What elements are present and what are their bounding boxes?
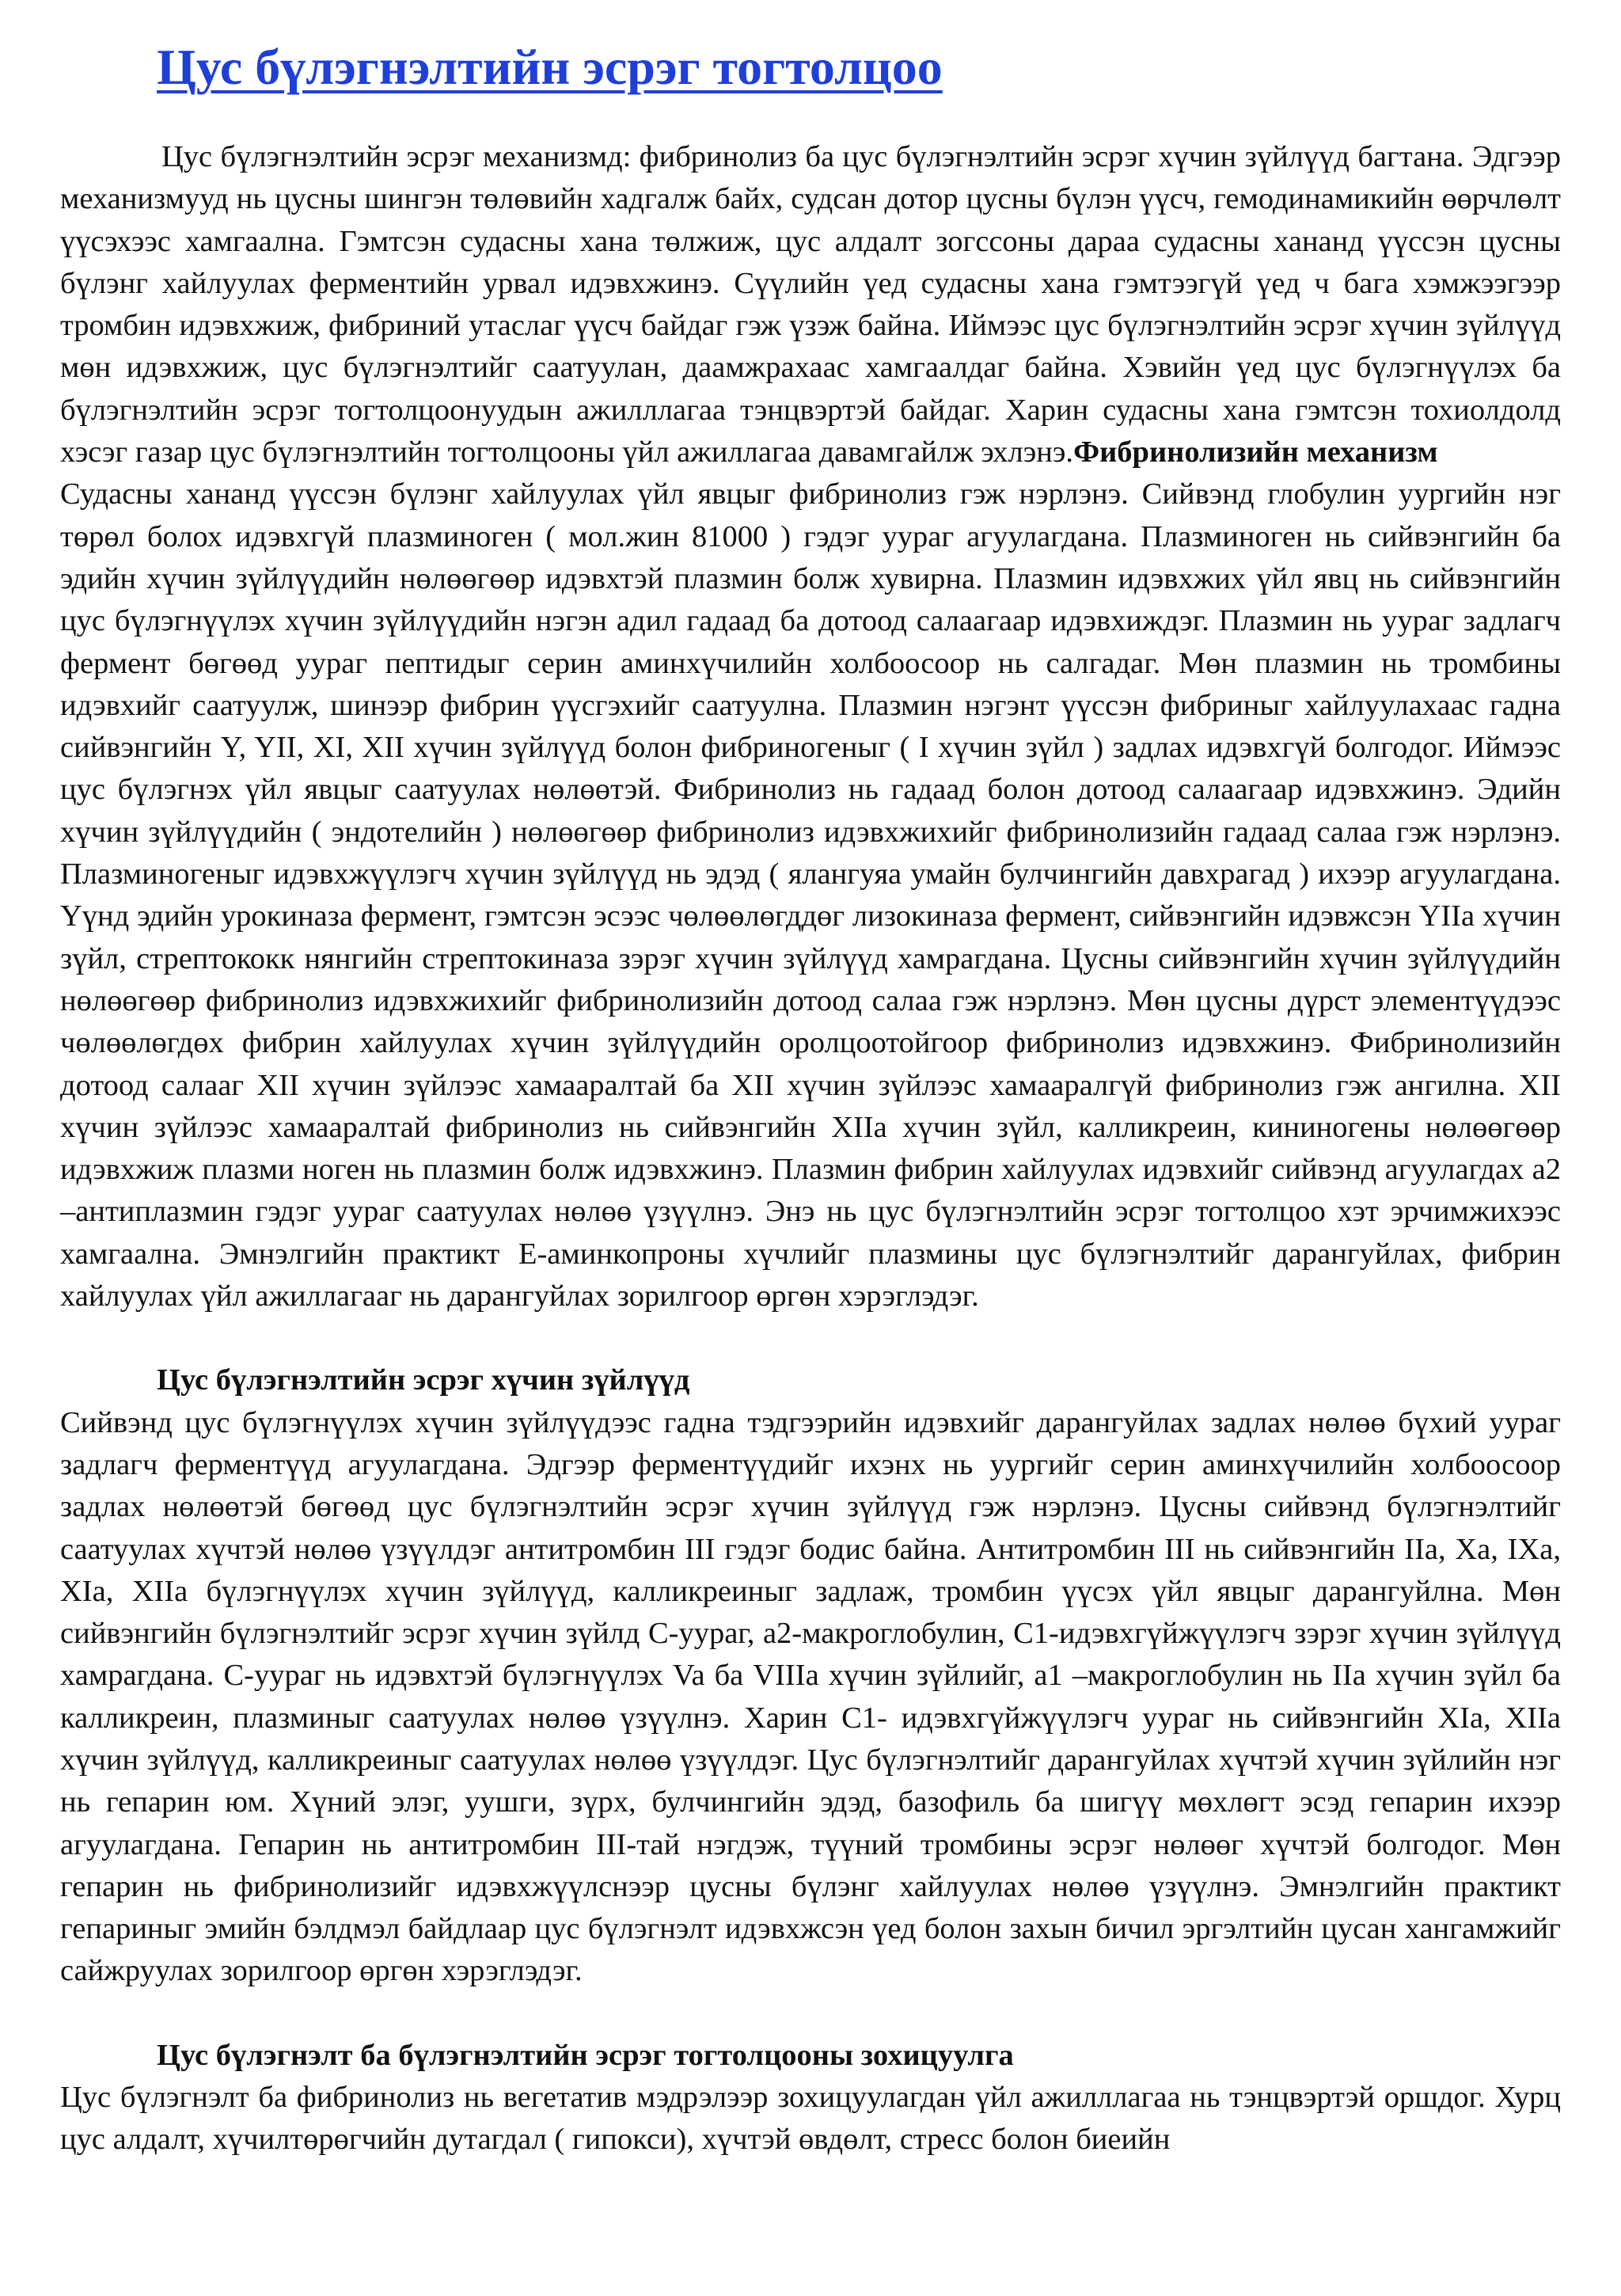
anticoagulant-paragraph: Сийвэнд цус бүлэгнүүлэх хүчин зүйлүүдээс гадна тэдгээрийн идэвхийг дарангуйлах задлах нөлөө бүхий уураг задлагч ферментүүд агуулагдана. Эдгээр ферментүүдийг ихэнх нь уургийг серин аминхүчилийн холбоосоор задлах нөлөөтэй бөгөөд цус бүлэгнэлтийн эсрэг хүчин зүйлүүд гэж нэрлэнэ. Цусны сийвэнд бүлэгнэлтийг саатуулах хүчтэй нөлөө үзүүлдэг антитромбин III гэдэг бодис байна. Антитромбин III нь сийвэнгийн IIa, Xa, IXa, XIa, XIIa бүлэгнүүлэх хүчин зүйлүүд, калликреиныг задлаж, тромбин үүсэх үйл явцыг дарангуйлна. Мөн сийвэнгийн бүлэгнэлтийг эсрэг хүчин зүйлд С-уураг, а2-макроглобулин, С1-идэвхгүйжүүлэгч зэрэг хүчин зүйлүүд хамрагдана. С-уураг нь идэвхтэй бүлэгнүүлэх Va ба VIIIa хүчин зүйлийг, а1 –макроглобулин нь IIa хүчин зүйл ба калликреин, плазминыг саатуулах нөлөө үзүүлнэ. Харин С1- идэвхгүйжүүлэгч уураг нь сийвэнгийн XIa, XIIa хүчин зүйлүүд, калликреиныг саатуулах нөлөө үзүүлдэг. Цус бүлэгнэлтийг дарангуйлах хүчтэй хүчин зүйлийн нэг нь гепарин юм. Хүний элэг, уушги, зүрх, булчингийн эдэд, базофиль ба шигүү мөхлөгт эсэд гепарин ихээр агуулагдана. Гепарин нь антитромбин III-тай нэгдэж, түүний тромбины эсрэг нөлөөг хүчтэй болгодог. Мөн гепарин нь фибринолизийг идэвхжүүлснээр цусны бүлэнг хайлуулах нөлөө үзүүлнэ. Эмнэлгийн практикт гепариныг эмийн бэлдмэл байдлаар цус бүлэгнэлт идэвхжсэн үед болон захын бичил эргэлтийн цусан хангамжийг сайжруулах зорилгоор өргөн хэрэглэдэг.	[60, 1405, 1561, 1988]
regulation-paragraph: Цус бүлэгнэлт ба фибринолиз нь вегетатив мэдрэлээр зохицуулагдан үйл ажилллагаа нь тэнцвэртэй оршдог. Хурц цус алдалт, хүчилтөрөгчийн дутагдал ( гипокси), хүчтэй өвдөлт, стресс болон биеийн	[60, 2081, 1561, 2157]
document-body	[60, 136, 1561, 2161]
intro-paragraph	[60, 136, 1561, 473]
regulation-heading: Цус бүлэгнэлт ба бүлэгнэлтийн эсрэг тогтолцооны зохицуулга	[157, 2038, 1014, 2072]
page-title: Цус бүлэгнэлтийн эсрэг тогтолцоо	[157, 39, 943, 95]
section-spacer	[60, 1317, 1561, 1359]
intro-text: Цус бүлэгнэлтийн эсрэг механизмд: фибринолиз ба цус бүлэгнэлтийн эсрэг хүчин зүйлүүд багтана. Эдгээр механизмууд нь цусны шингэн төлөвийн хадгалж байх, судсан дотор цусны бүлэн үүсч, гемодинамикийн өөрчлөлт үүсэхээс хамгаална. Гэмтсэн судасны хана төлжиж, цус алдалт зогссоны дараа судасны хананд үүссэн цусны бүлэнг хайлуулах ферментийн урвал идэвхжинэ. Сүүлийн үед судасны хана гэмтээгүй үед ч бага хэмжээгээр тромбин идэвхжиж, фибриний утаслаг үүсч байдаг гэж үзэж байна. Иймээс цус бүлэгнэлтийн эсрэг хүчин зүйлүүд мөн идэвхжиж, цус бүлэгнэлтийг саатуулан, даамжрахаас хамгаалдаг байна. Хэвийн үед цус бүлэгнүүлэх ба бүлэгнэлтийн эсрэг тогтолцоонуудын ажилллагаа тэнцвэртэй байдаг. Харин судасны хана гэмтсэн тохиолдолд хэсэг газар цус бүлэгнэлтийн тогтолцооны үйл ажиллагаа давамгайлж эхлэнэ.	[60, 140, 1561, 469]
fibrinolysis-paragraph: Судасны хананд үүссэн бүлэнг хайлуулах үйл явцыг фибринолиз гэж нэрлэнэ. Сийвэнд глобулин уургийн нэг төрөл болох идэвхгүй плазминоген ( мол.жин 81000 ) гэдэг уураг агуулагдана. Плазминоген нь сийвэнгийн ба эдийн хүчин зүйлүүдийн нөлөөгөөр идэвхтэй плазмин болж хувирна. Плазмин идэвхжих үйл явц нь сийвэнгийн цус бүлэгнүүлэх хүчин зүйлүүдийн нэгэн адил гадаад ба дотоод салаагаар идэвхиждэг. Плазмин нь уураг задлагч фермент бөгөөд уураг пептидыг серин аминхүчилийн холбоосоор нь салгадаг. Мөн плазмин нь тромбины идэвхийг саатуулж, шинээр фибрин үүсгэхийг саатуулна. Плазмин нэгэнт үүссэн фибриныг хайлуулахаас гадна сийвэнгийн Y, YII, XI, XII хүчин зүйлүүд болон фибриногеныг ( I хүчин зүйл ) задлах идэвхгүй болгодог. Иймээс цус бүлэгнэх үйл явцыг саатуулах нөлөөтэй. Фибринолиз нь гадаад болон дотоод салаагаар идэвхжинэ. Эдийн хүчин зүйлүүдийн ( эндотелийн ) нөлөөгөөр фибринолиз идэвхжихийг фибринолизийн гадаад салаа гэж нэрлэнэ. Плазминогеныг идэвхжүүлэгч хүчин зүйлүүд нь эдэд ( ялангуяа умайн булчингийн давхрагад ) ихээр агуулагдана. Үүнд эдийн урокиназа фермент, гэмтсэн эсээс чөлөөлөгддөг лизокиназа фермент, сийвэнгийн идэвжсэн YIIa хүчин зүйл, стрептококк нянгийн стрептокиназа зэрэг хүчин зүйлүүд хамрагдана. Цусны сийвэнгийн хүчин зүйлүүдийн нөлөөгөөр фибринолиз идэвхжихийг фибринолизийн дотоод салаа гэж нэрлэнэ. Мөн цусны дүрст элементүүдээс чөлөөлөгдөх фибрин хайлуулах хүчин зүйлүүдийн оролцоотойгоор фибринолиз идэвхжинэ. Фибринолизийн дотоод салааг XII хүчин зүйлээс хамааралтай ба XII хүчин зүйлээс хамааралгүй фибринолиз гэж ангилна. XII хүчин зүйлээс хамааралтай фибринолиз нь сийвэнгийн XIIa хүчин зүйл, калликреин, кининогены нөлөөгөөр идэвхжиж плазми ноген нь плазмин болж идэвхжинэ. Плазмин фибрин хайлуулах идэвхийг сийвэнд агуулагдах а2 –антиплазмин гэдэг уураг саатуулах нөлөө үзүүлнэ. Энэ нь цус бүлэгнэлтийн эсрэг тогтолцоо хэт эрчимжихээс хамгаална. Эмнэлгийн практикт Е-аминкопроны хүчлийг плазмины цус бүлэгнэлтийг дарангуйлах, фибрин хайлуулах үйл ажиллагааг нь дарангуйлах зорилгоор өргөн хэрэглэдэг.	[60, 477, 1561, 1313]
fibrinolysis-heading: Фибринолизийн механизм	[1073, 435, 1438, 469]
anticoagulant-heading: Цус бүлэгнэлтийн эсрэг хүчин зүйлүүд	[157, 1363, 690, 1397]
section-spacer	[60, 1993, 1561, 2035]
